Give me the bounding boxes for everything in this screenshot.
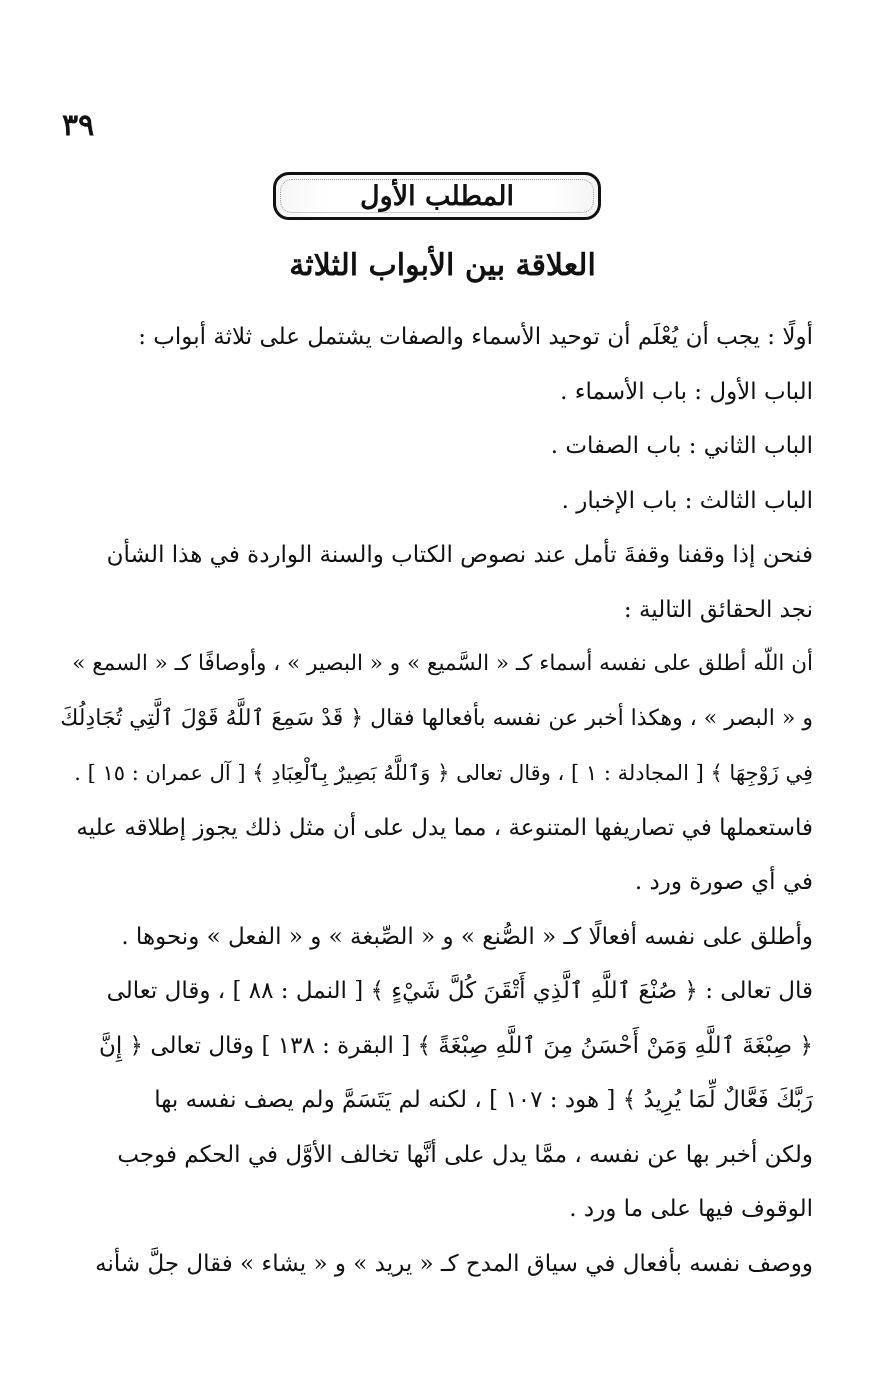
text-line: فنحن إذا وقفنا وقفةَ تأمل عند نصوص الكتاب والسنة الواردة في هذا الشأن [106,542,813,568]
page-number: ٣٩ [62,108,95,143]
text-line: ولكن أخبر بها عن نفسه ، ممَّا يدل على أنَّها تخالف الأوَّل في الحكم فوجب [117,1141,813,1168]
text-line: فاستعملها في تصاريفها المتنوعة ، مما يدل على أن مثل ذلك يجوز إطلاقه عليه [76,814,813,841]
text-line: رَبَّكَ فَعَّالٌ لِّمَا يُرِيدُ ﴾ [ هود : ١٠٧ ] ، لكنه لم يَتَسَمَّ ولم يصف نفسه بها [154,1087,813,1113]
text-line: و « البصر » ، وهكذا أخبر عن نفسه بأفعالها فقال ﴿ قَدْ سَمِعَ ٱللَّهُ قَوْلَ ٱلَّتِي تُجَادِلُكَ [60,705,813,731]
body-text [60,310,813,1291]
page-heading: العلاقة بين الأبواب الثلاثة [289,248,596,283]
text-line: الباب الثالث : باب الإخبار . [561,487,813,514]
text-line: أولًا : يجب أن يُعْلَم أن توحيد الأسماء والصفات يشتمل على ثلاثة أبواب : [138,324,813,350]
text-line: ووصف نفسه بأفعال في سياق المدح كـ « يريد » و « يشاء » فقال جلَّ شأنه [95,1250,813,1277]
text-line: الباب الأول : باب الأسماء . [560,378,813,405]
section-title: المطلب الأول [360,180,514,212]
text-line: فِي زَوْجِهَا ﴾ [ المجادلة : ١ ] ، وقال تعالى ﴿ وَٱللَّهُ بَصِيرٌ بِٱلْعِبَادِ ﴾ [ آل عمران : ١٥ ] . [74,761,813,785]
text-line: نجد الحقائق التالية : [623,596,813,623]
text-line: الباب الثاني : باب الصفات . [550,433,813,459]
section-title-box [273,172,601,220]
text-line: ﴿ صِبْغَةَ ٱللَّهِ وَمَنْ أَحْسَنُ مِنَ ٱللَّهِ صِبْغَةً ﴾ [ البقرة : ١٣٨ ] وقال تعالى ﴿ إِنَّ [98,1032,813,1059]
text-line: في أي صورة ورد . [634,869,813,895]
text-line: أن اللّه أطلق على نفسه أسماء كـ « السَّميع » و « البصير » ، وأوصافًا كـ « السمع » [72,651,813,676]
text-line: وأطلق على نفسه أفعالًا كـ « الصُّنع » و « الصِّبغة » و « الفعل » ونحوها . [121,923,813,950]
text-line: الوقوف فيها على ما ورد . [569,1196,813,1222]
text-line: قال تعالى : ﴿ صُنْعَ ٱللَّهِ ٱلَّذِي أَتْقَنَ كُلَّ شَيْءٍ ﴾ [ النمل : ٨٨ ] ، وقال تعالى [106,978,813,1004]
